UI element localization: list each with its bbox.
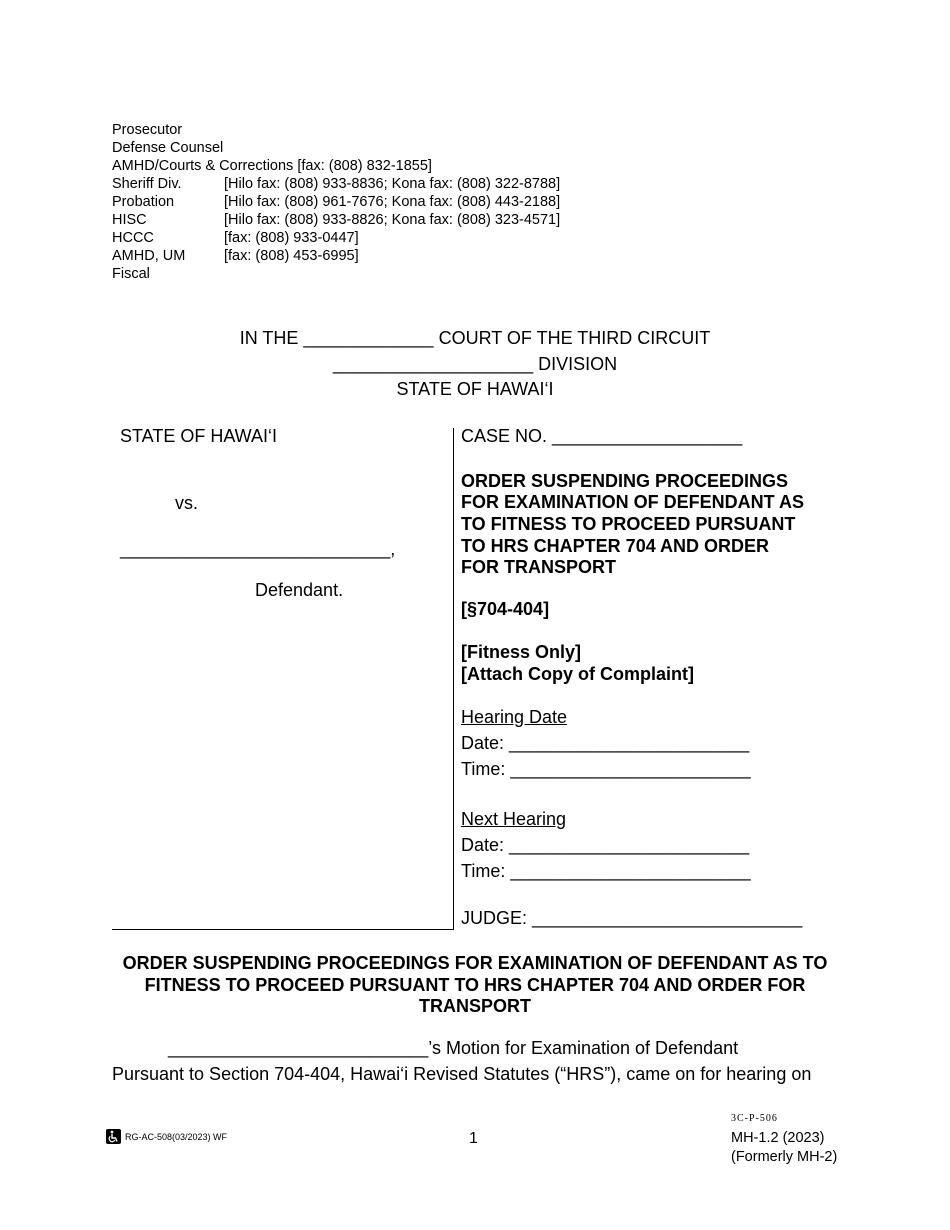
motion-line: __________________________’s Motion for Examination of Defendant <box>168 1038 739 1058</box>
dist-fax: [fax: (808) 453-6995] <box>224 248 359 264</box>
next-hearing-heading: Next Hearing <box>461 809 567 829</box>
dist-line: AMHD, UM <box>112 248 186 264</box>
caption-divider-horizontal <box>112 929 454 930</box>
dist-line: Probation <box>112 194 175 210</box>
dist-line: Defense Counsel <box>112 140 224 156</box>
complaint-note: [Attach Copy of Complaint] <box>461 664 694 684</box>
dist-line: Fiscal <box>112 266 150 282</box>
judge-field: JUDGE: ___________________________ <box>461 908 803 928</box>
order-title: ORDER SUSPENDING PROCEEDINGS FOR EXAMINATION OF DEFENDANT AS TO FITNESS TO PROCEED PURSUANT TO HRS CHAPTER 704 AND ORDER FOR TRANSPORT <box>122 953 828 1016</box>
dist-line: AMHD/Courts & Corrections [fax: (808) 832-1855] <box>112 158 432 174</box>
statute-reference: [§704-404] <box>461 599 550 619</box>
accessibility-code: RG-AC-508(03/2023) WF <box>125 1132 228 1142</box>
next-hearing-date-field: Date: ________________________ <box>461 835 750 855</box>
order-title-line: FOR TRANSPORT <box>461 557 616 577</box>
dist-line: Prosecutor <box>112 122 183 138</box>
division-line: ____________________ DIVISION <box>332 354 618 374</box>
form-code: 3C-P-506 <box>731 1113 778 1124</box>
plaintiff-name: STATE OF HAWAI‘I <box>120 426 277 446</box>
next-hearing-time-field: Time: ________________________ <box>461 861 751 881</box>
order-title-line: TO FITNESS TO PROCEED PURSUANT <box>461 514 796 534</box>
dist-fax: [fax: (808) 933-0447] <box>224 230 359 246</box>
case-number: CASE NO. ___________________ <box>461 426 743 446</box>
defendant-name-blank: ___________________________, <box>120 539 396 559</box>
page-number: 1 <box>469 1130 478 1147</box>
court-line: IN THE _____________ COURT OF THE THIRD CIRCUIT <box>239 328 711 348</box>
fitness-note: [Fitness Only] <box>461 642 582 662</box>
caption-divider-vertical <box>453 428 454 930</box>
formerly-id: (Formerly MH-2) <box>731 1149 838 1165</box>
dist-fax: [Hilo fax: (808) 933-8836; Kona fax: (808) 322-8788] <box>224 176 561 192</box>
hearing-date-field: Date: ________________________ <box>461 733 750 753</box>
dist-line: Sheriff Div. <box>112 176 182 192</box>
accessibility-icon <box>106 1129 121 1144</box>
state-line: STATE OF HAWAI‘I <box>396 379 554 399</box>
form-id: MH-1.2 (2023) <box>731 1130 825 1146</box>
order-title-line: ORDER SUSPENDING PROCEEDINGS <box>461 471 789 491</box>
defendant-label: Defendant. <box>255 580 344 600</box>
dist-fax: [Hilo fax: (808) 961-7676; Kona fax: (808) 443-2188] <box>224 194 561 210</box>
dist-fax: [Hilo fax: (808) 933-8826; Kona fax: (808) 323-4571] <box>224 212 561 228</box>
versus-text: vs. <box>175 493 199 513</box>
order-title-line: TO HRS CHAPTER 704 AND ORDER <box>461 536 770 556</box>
dist-line: HCCC <box>112 230 154 246</box>
statute-line: Pursuant to Section 704-404, Hawai‘i Revised Statutes (“HRS”), came on for hearing on <box>112 1064 812 1084</box>
order-title-line: FOR EXAMINATION OF DEFENDANT AS <box>461 492 804 512</box>
hearing-time-field: Time: ________________________ <box>461 759 751 779</box>
hearing-date-heading: Hearing Date <box>461 707 568 727</box>
dist-line: HISC <box>112 212 147 228</box>
